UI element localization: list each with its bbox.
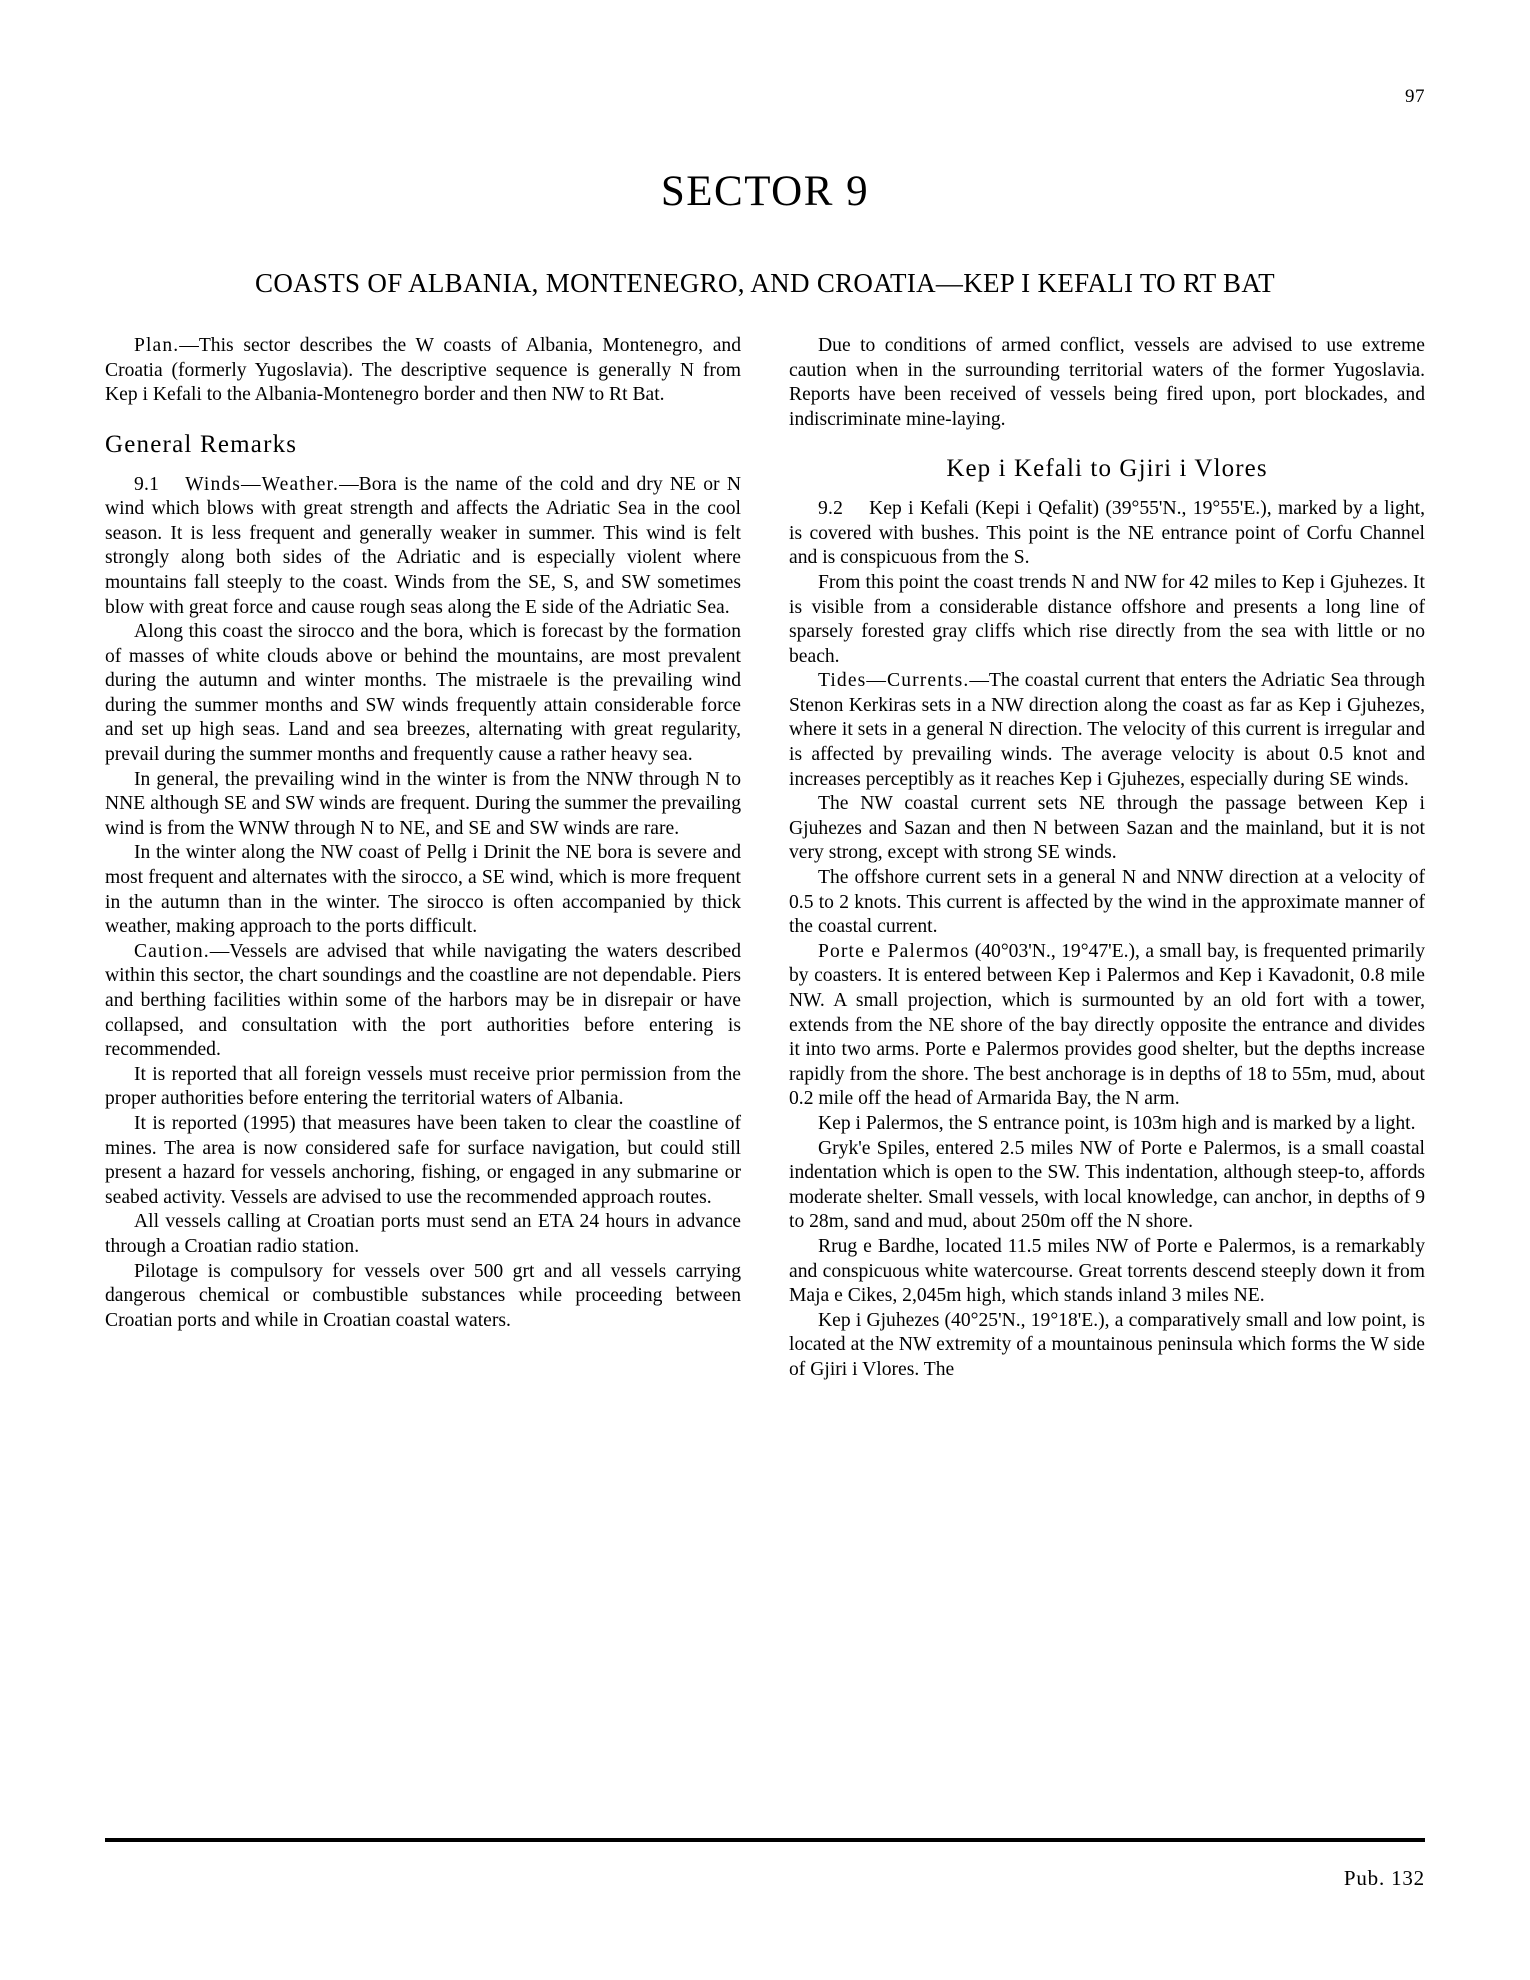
right-column [789,334,1425,1764]
paragraph-9-1: 9.1 Winds—Weather.—Bora is the name of the cold and dry NE or N wind which blows with great strength and affects the Adriatic Sea in the cool season. It is less frequent and generally weaker in summer. This wind is felt strongly along both sides of the Adriatic and is especially violent where mountains fall steeply to the coast. Winds from the SE, S, and SW sometimes blow with great force and cause rough seas along the E side of the Adriatic Sea. [105,473,741,618]
run-in-label: Porte e Palermos [818,940,970,962]
paragraph-coast-trends: From this point the coast trends N and NW for 42 miles to Kep i Gjuhezes. It is visible from a considerable distance offshore and presents a long line of sparsely forested gray cliffs which rise directly from the sea with little or no beach. [789,571,1425,667]
run-in-label: Tides—Currents. [818,670,970,692]
paragraph-porte-e-palermos: Porte e Palermos (40°03'N., 19°47'E.), a small bay, is frequented primarily by coasters. It is entered between Kep i Palermos and Kep i Kavadonit, 0.8 mile NW. A small projection, which is surmounted by an old fort with a tower, extends from the NE shore of the bay directly opposite the entrance and divides it into two arms. Porte e Palermos provides good shelter, but the depths increase rapidly from the shore. The best anchorage is in depths of 18 to 55m, mud, about 0.2 mile off the head of Armarida Bay, the N arm. [789,940,1425,1110]
paragraph-number: 9.1 [134,473,160,495]
paragraph-pilotage: Pilotage is compulsory for vessels over 500 grt and all vessels carrying dangerous chemical or combustible substances while proceeding between Croatian ports and while in Croatian coastal waters. [105,1260,741,1331]
footer-publication: Pub. 132 [1343,1866,1425,1890]
heading-general-remarks: General Remarks [105,430,298,458]
page-subtitle: COASTS OF ALBANIA, MONTENEGRO, AND CROATIA—KEP I KEFALI TO RT BAT [255,268,1275,299]
paragraph-gryke-spiles: Gryk'e Spiles, entered 2.5 miles NW of Porte e Palermos, is a small coastal indentation which is open to the SW. This indentation, although steep-to, affords moderate shelter. Small vessels, with local knowledge, can anchor, in depths of 9 to 28m, sand and mud, about 250m off the N shore. [789,1137,1425,1233]
run-in-label: Plan. [134,335,180,356]
paragraph-eta-croatian-ports: All vessels calling at Croatian ports must send an ETA 24 hours in advance through a Croatian radio station. [105,1211,741,1257]
page-number: 97 [1405,86,1425,107]
left-column [105,334,741,1764]
paragraph-rrug-e-bardhe: Rrug e Bardhe, located 11.5 miles NW of Porte e Palermos, is a remarkably and conspicuous white watercourse. Great torrents descend steeply down it from Maja e Cikes, 2,045m high, which stands inland 3 miles NE. [789,1235,1425,1307]
run-in-label: Caution. [134,940,210,962]
run-in-label: Winds—Weather. [185,473,340,495]
footer-divider [105,1838,1425,1842]
two-column-body [105,334,1425,1764]
heading-kep-i-kefali-to-gjiri-i-vlores: Kep i Kefali to Gjiri i Vlores [946,455,1268,483]
title-block [105,168,1425,300]
page-title: SECTOR 9 [660,168,870,215]
paragraph-offshore-current: The offshore current sets in a general N and NNW direction at a velocity of 0.5 to 2 knots. This current is affected by the wind in the approximate manner of the coastal current. [789,867,1425,938]
paragraph-9-2: 9.2 Kep i Kefali (Kepi i Qefalit) (39°55'N., 19°55'E.), marked by a light, is covered with bushes. This point is the NE entrance point of Corfu Channel and is conspicuous from the S. [789,498,1425,569]
paragraph-prevailing-wind: In general, the prevailing wind in the winter is from the NNW through N to NNE although SE and SW winds are frequent. During the summer the prevailing wind is from the WNW through N to NE, and SE and SW winds are rare. [105,768,741,839]
paragraph-kep-i-palermos: Kep i Palermos, the S entrance point, is 103m high and is marked by a light. [818,1112,1416,1134]
paragraph-winter-nw-coast: In the winter along the NW coast of Pellg i Drinit the NE bora is severe and most frequent and alternates with the sirocco, a SE wind, which is more frequent in the autumn than in the winter. The sirocco is often accompanied by thick weather, making approach to the ports difficult. [105,842,741,938]
paragraph-mines-1995: It is reported (1995) that measures have been taken to clear the coastline of mines. The area is now considered safe for surface navigation, but could still present a hazard for vessels anchoring, fishing, or engaged in any submarine or seabed activity. Vessels are advised to use the recommended approach routes. [105,1112,741,1208]
paragraph-kep-i-gjuhezes: Kep i Gjuhezes (40°25'N., 19°18'E.), a comparatively small and low point, is located at the NW extremity of a mountainous peninsula which forms the W side of Gjiri i Vlores. The [789,1309,1425,1380]
paragraph-number: 9.2 [818,498,844,520]
paragraph-armed-conflict: Due to conditions of armed conflict, vessels are advised to use extreme caution when in the surrounding territorial waters of the former Yugoslavia. Reports have been received of vessels being fired upon, port blockades, and indiscriminate mine-laying. [789,335,1425,430]
paragraph-plan: Plan.—This sector describes the W coasts of Albania, Montenegro, and Croatia (formerly Yugoslavia). The descriptive sequence is generally N from Kep i Kefali to the Albania-Montenegro border and then NW to Rt Bat. [105,335,741,406]
paragraph-nw-coastal-current: The NW coastal current sets NE through the passage between Kep i Gjuhezes and Sazan and then N between Sazan and the mainland, but it is not very strong, except with strong SE winds. [789,793,1425,864]
paragraph-foreign-vessels: It is reported that all foreign vessels must receive prior permission from the proper authorities before entering the territorial waters of Albania. [105,1063,741,1110]
paragraph-sirocco-bora: Along this coast the sirocco and the bora, which is forecast by the formation of masses of white clouds above or behind the mountains, are most prevalent during the autumn and winter months. The mistraele is the prevailing wind during the summer months and SW winds frequently attain considerable force and set up high seas. Land and sea breezes, alternating with great regularity, prevail during the summer months and frequently cause a rather heavy sea. [105,621,741,766]
paragraph-caution: Caution.—Vessels are advised that while navigating the waters described within this sector, the chart soundings and the coastline are not dependable. Piers and berthing facilities within some of the harbors may be in disrepair or have collapsed, and consultation with the port authorities before entering is recommended. [105,940,741,1061]
paragraph-tides-currents: Tides—Currents.—The coastal current that enters the Adriatic Sea through Stenon Kerkiras sets in a NW direction along the coast as far as Kep i Gjuhezes, where it sets in a general N direction. The velocity of this current is irregular and is affected by prevailing winds. The average velocity is about 0.5 knot and increases perceptibly as it reaches Kep i Gjuhezes, especially during SE winds. [789,670,1425,790]
